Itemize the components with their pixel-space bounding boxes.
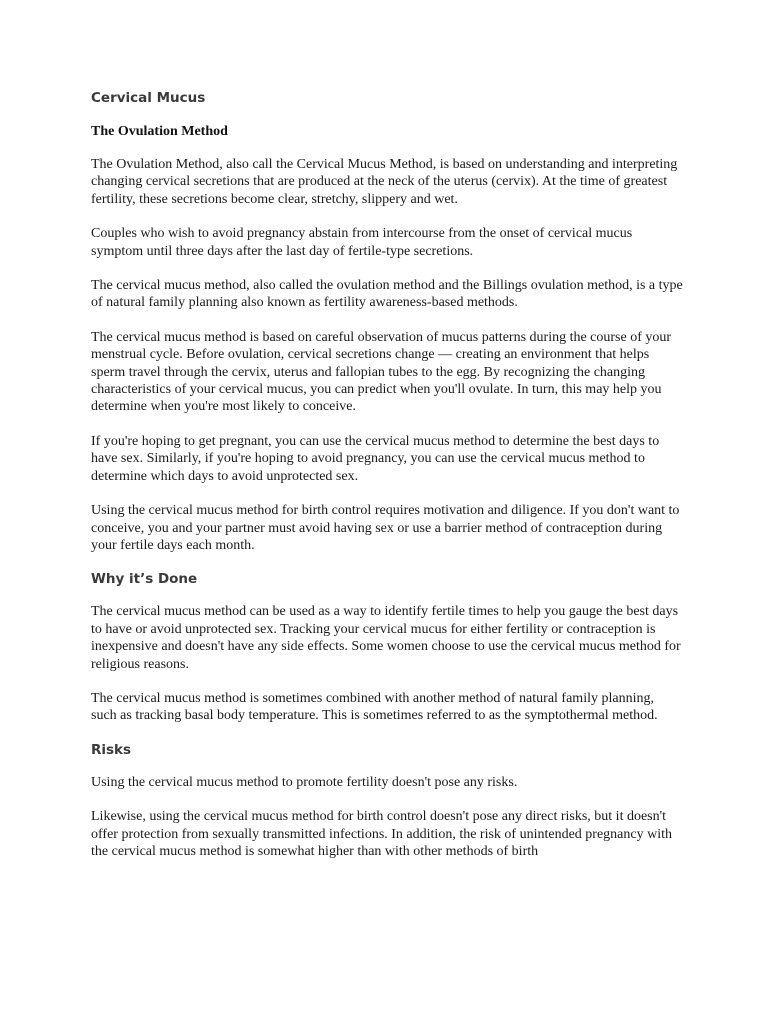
paragraph: Likewise, using the cervical mucus method for birth control doesn't pose any direct risks, but it doesn't offer protection from sexually transmitted infections. In addition, the risk of unintended pregnancy with the cervical mucus method is somewhat higher than with other methods of birth [91,809,672,859]
paragraph: The cervical mucus method, also called the ovulation method and the Billings ovulation method, is a type of natural family planning also known as fertility awareness-based methods. [91,278,683,311]
paragraph: The cervical mucus method is based on careful observation of mucus patterns during the course of your menstrual cycle. Before ovulation, cervical secretions change — creating an environment that helps sperm travel through the cervix, uterus and fallopian tubes to the egg. By recognizing the changing characteristics of your cervical mucus, you can predict when you'll ovulate. In turn, this may help you determine when you're most likely to conceive. [91,329,672,415]
paragraph: Couples who wish to avoid pregnancy abstain from intercourse from the onset of cervical mucus symptom until three days after the last day of fertile-type secretions. [91,226,633,259]
paragraph: The cervical mucus method is sometimes combined with another method of natural family planning, such as tracking basal body temperature. This is sometimes referred to as the symptothermal method. [91,690,658,724]
paragraph: If you're hoping to get pregnant, you can use the cervical mucus method to determine the best days to have sex. Similarly, if you're hoping to avoid pregnancy, you can use the cervical mucus method to determine which days to avoid unprotected sex. [91,433,660,484]
section-heading-why-its-done: Why it’s Done [91,571,198,588]
paragraph: Using the cervical mucus method to promote fertility doesn't pose any risks. [91,774,518,790]
section-title-ovulation-method: The Ovulation Method [91,124,228,139]
paragraph: The cervical mucus method can be used as a way to identify fertile times to help you gauge the best days to have or avoid unprotected sex. Tracking your cervical mucus for either fertility or contraception is inexpensive and doesn't have any side effects. Some women choose to use the cervical mucus method for religious reasons. [91,604,681,672]
document-page [91,88,683,877]
section-heading-risks: Risks [91,741,132,758]
document-title: Cervical Mucus [91,90,206,106]
paragraph: The Ovulation Method, also call the Cervical Mucus Method, is based on understanding and interpreting changing cervical secretions that are produced at the neck of the uterus (cervix). At the time of greatest fertility, these secretions become clear, stretchy, slippery and wet. [91,157,678,207]
paragraph: Using the cervical mucus method for birth control requires motivation and diligence. If you don't want to conceive, you and your partner must avoid having sex or use a barrier method of contraception during your fertile days each month. [91,503,680,553]
